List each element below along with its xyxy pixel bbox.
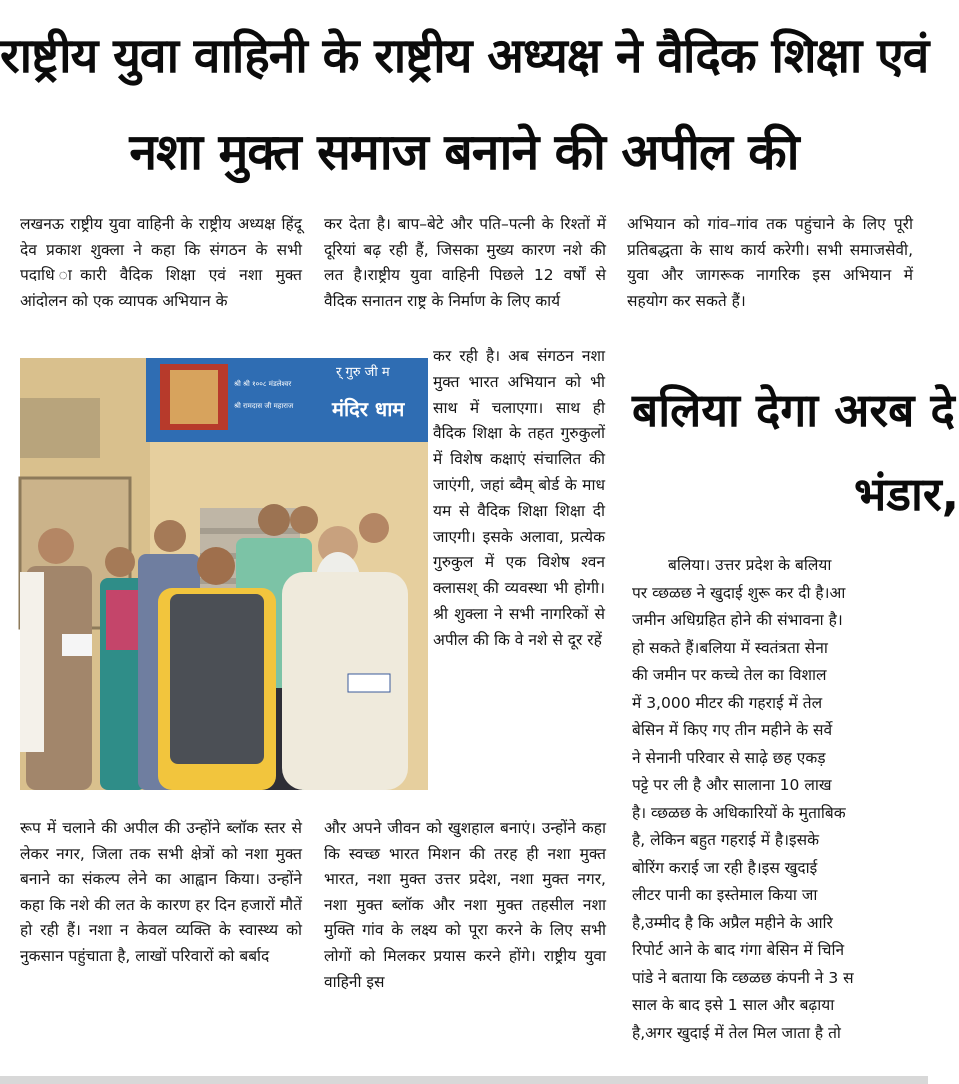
article-column-1 <box>20 212 302 356</box>
banner-title: मंदिर धाम <box>332 397 405 421</box>
side-article-body <box>632 552 952 1052</box>
article-column-3 <box>627 212 913 344</box>
article-column-2-beside-photo <box>433 344 605 814</box>
side-headline-line-2: भंडार, <box>854 467 959 521</box>
article-column-1-continued <box>20 816 302 1044</box>
side-line: साल के बाद इसे 1 साल और बढ़ाया <box>632 996 835 1014</box>
side-line: है, लेकिन बहुत गहराई में है।इसके <box>632 831 820 849</box>
article-paragraph: और अपने जीवन को खुशहाल बनाएं। उन्होंने कहा कि स्वच्छ भारत मिशन की तरह ही नशा मुक्त भारत, नशा मुक्त उत्तर प्रदेश, नशा मुक्त नगर, नशा मुक्त ब्लॉक और नशा मुक्त तहसील नशा मुक्ति गांव के लक्ष्य को पूरा करने के लिए सभी लोगों को मिलकर प्रयास करने होंगे। राष्ट्रीय युवा वाहिनी इस <box>324 819 606 991</box>
side-article-headline <box>632 368 959 536</box>
article-paragraph: रूप में चलाने की अपील की उन्होंने ब्लॉक स्तर से लेकर नगर, जिला तक सभी क्षेत्रों को नशा मुक्त बनाने का संकल्प लेने का आह्वान किया। उन्होंने कहा कि नशे की लत के कारण हर दिन हजारों मौतें हो रही हैं। नशा न केवल व्यक्ति के स्वास्थ्य को नुकसान पहुंचाता है, लाखों परिवारों को बर्बाद <box>20 819 302 965</box>
article-paragraph: कर देता है। बाप–बेटे और पति–पत्नी के रिश्तों में दूरियां बढ़ रही हैं, जिसका मुख्य कारण नशे की लत है।राष्ट्रीय युवा वाहिनी पिछले 12 वर्षों से वैदिक सनातन राष्ट्र के निर्माण के लिए कार्य <box>324 215 606 310</box>
side-line: है,उम्मीद है कि अप्रैल महीने के आरि <box>632 913 833 932</box>
news-photo <box>20 358 428 790</box>
side-line: बेसिन में किए गए तीन महीने के सर्वे <box>632 721 833 739</box>
banner-top-fragment: र् गुरु जी म <box>336 365 390 380</box>
banner-small-text-2: श्री रामदास जी महाराज <box>234 402 294 410</box>
article-paragraph: अभियान को गांव–गांव तक पहुंचाने के लिए पूरी प्रतिबद्धता के साथ कार्य करेगी। सभी समाजसेवी, युवा और जागरूक नागरिक इस अभियान में सहयोग कर सकते हैं। <box>627 215 913 310</box>
side-line: ने सेनानी परिवार से साढ़े छह एकड़ <box>632 748 826 767</box>
side-line: पट्टे पर ली है और सालाना 10 लाख <box>632 776 832 794</box>
article-paragraph: लखनऊ राष्ट्रीय युवा वाहिनी के राष्ट्रीय अध्यक्ष हिंदू देव प्रकाश शुक्ला ने कहा कि संगठन के सभी पदाधि ाकारी वैदिक शिक्षा एवं नशा मुक्त आंदोलन को एक व्यापक अभियान के <box>20 215 302 310</box>
side-line: बोरिंग कराई जा रही है।इस खुदाई <box>632 858 818 877</box>
side-line: बलिया। उत्तर प्रदेश के बलिया <box>668 556 832 574</box>
side-line: लीटर पानी का इस्तेमाल किया जा <box>632 886 818 904</box>
side-line: हो सकते हैं।बलिया में स्वतंत्रता सेना <box>632 638 828 657</box>
photo-illustration <box>20 358 428 790</box>
side-line: जमीन अधिग्रहित होने की संभावना है। <box>632 611 843 629</box>
side-line: की जमीन पर कच्चे तेल का विशाल <box>632 666 827 684</box>
side-line: पर व्छळछ ने खुदाई शुरू कर दी है।आ <box>632 583 846 602</box>
side-line: में 3,000 मीटर की गहराई में तेल <box>632 693 823 712</box>
side-line: है। व्छळछ के अधिकारियों के मुताबिक <box>632 803 846 822</box>
article-column-2-continued <box>324 816 606 1044</box>
article-column-2 <box>324 212 606 356</box>
side-line: है,अगर खुदाई में तेल मिल जाता है तो <box>632 1023 841 1042</box>
article-paragraph: कर रही है। अब संगठन नशा मुक्त भारत अभियान को भी साथ में चलाएगा। साथ ही वैदिक शिक्षा के तहत गुरुकुलों में विशेष कक्षाएं संचालित की जाएंगी, जहां ब्वैम् बोर्ड के माध यम से वैदिक शिक्षा शिक्षा दी जाएगी। इसके अलावा, प्रत्येक गुरुकुल में एक विशेष श्वन क्लासश् की व्यवस्था भी होगी। श्री शुक्ला ने सभी नागरिकों से अपील की कि वे नशे से दूर रहें <box>433 347 605 649</box>
bottom-border <box>0 1076 928 1084</box>
headline-line-2: नशा मुक्त समाज बनाने की अपील की <box>129 123 799 181</box>
banner-small-text-1: श्री श्री १००८ मंडलेश्वर <box>234 380 292 388</box>
side-headline-line-1: बलिया देगा अरब दे <box>632 383 955 437</box>
side-line: रिपोर्ट आने के बाद गंगा बेसिन में चिनि <box>632 941 845 959</box>
headline-line-1: राष्ट्रीय युवा वाहिनी के राष्ट्रीय अध्यक्ष ने वैदिक शिक्षा एवं <box>0 28 929 84</box>
side-line: पांडे ने बताया कि व्छळछ कंपनी ने 3 स <box>632 968 854 987</box>
